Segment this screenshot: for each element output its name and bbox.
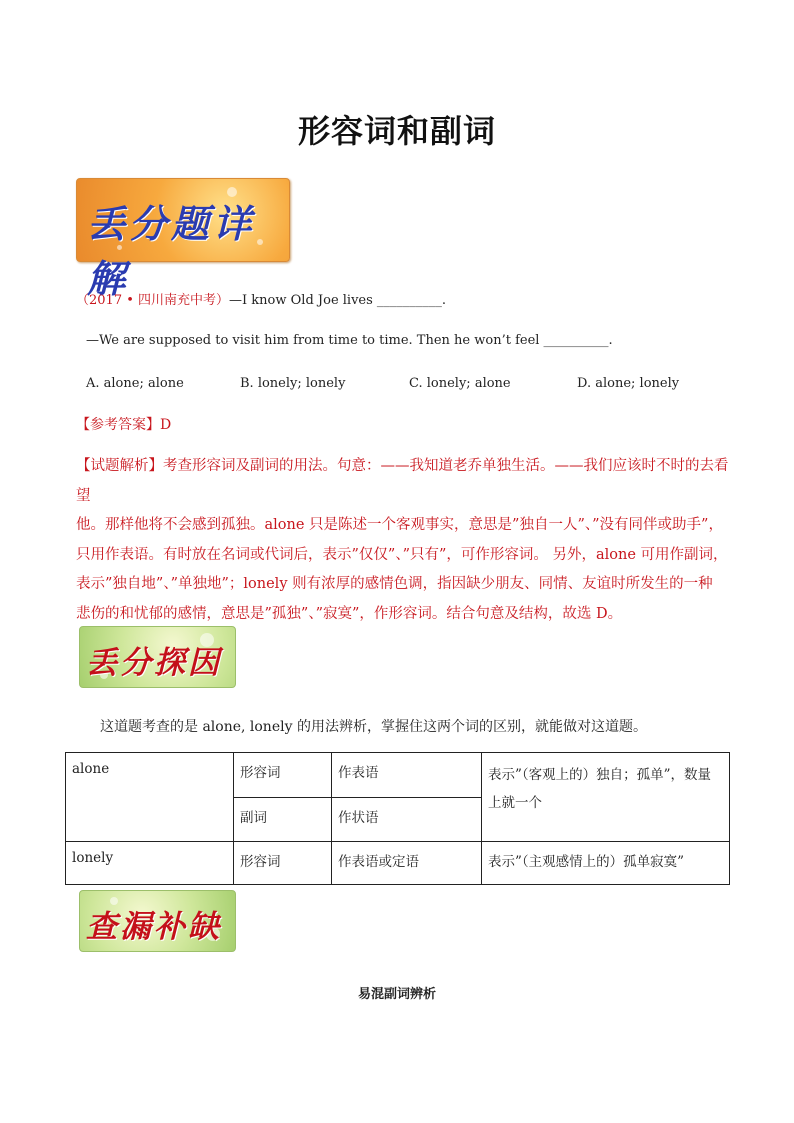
page-title: 形容词和副词 bbox=[297, 112, 496, 150]
analysis-line-5: 悲伤的和忧郁的感情，意思是”孤独”、”寂寞”，作形容词。结合句意及结构，故选 D。 bbox=[76, 605, 623, 622]
question-stem-2: —We are supposed to visit him from time to time. Then he won’t feel __________. bbox=[86, 333, 613, 348]
table-cell-use: 作表语 bbox=[332, 753, 482, 798]
table-cell-use: 作状语 bbox=[332, 797, 482, 842]
table-cell-meaning: 表示”（主观感情上的）孤单寂寞” bbox=[482, 842, 730, 885]
banner-cause bbox=[79, 626, 236, 688]
option-c: C. lonely; alone bbox=[409, 376, 511, 391]
analysis-line-2: 他。那样他将不会感到孤独。alone 只是陈述一个客观事实，意思是”独自一人”、”没有同伴或助手”， bbox=[76, 517, 723, 533]
section-subtitle: 易混副词辨析 bbox=[357, 987, 436, 1002]
analysis-line-3: 只用作表语。有时放在名词或代词后，表示”仅仅”、”只有”，可作形容词。 另外，alone 可用作副词， bbox=[76, 546, 728, 563]
option-a: A. alone; alone bbox=[86, 376, 184, 391]
table-cell-word: lonely bbox=[66, 842, 234, 885]
analysis-block bbox=[76, 452, 731, 629]
table-row bbox=[66, 753, 730, 798]
answer-label: 【参考答案】 bbox=[76, 417, 160, 433]
question-source: （2017 • 四川南充中考） bbox=[76, 293, 230, 308]
banner-cause-text: 丢分探因 bbox=[86, 645, 222, 681]
table-row bbox=[66, 842, 730, 885]
option-d: D. alone; lonely bbox=[577, 376, 680, 391]
table-cell-pos: 形容词 bbox=[234, 842, 332, 885]
table-cell-meaning: 表示”（客观上的）独自；孤单”，数量上就一个 bbox=[482, 753, 730, 842]
table-cell-word: alone bbox=[66, 753, 234, 842]
table-cell-pos: 形容词 bbox=[234, 753, 332, 798]
comparison-table bbox=[65, 752, 730, 885]
table-cell-use: 作表语或定语 bbox=[332, 842, 482, 885]
answer-line bbox=[76, 416, 171, 434]
analysis-line-4: 表示”独自地”、”单独地”；lonely 则有浓厚的感情色调，指因缺少朋友、同情、友谊时所发生的一种 bbox=[76, 576, 713, 592]
intro-text: 这道题考查的是 alone, lonely 的用法辨析，掌握住这两个词的区别，就能做对这道题。 bbox=[100, 719, 647, 735]
banner-detail-text: 丢分题详解 bbox=[87, 201, 256, 301]
question-line-1 bbox=[76, 292, 446, 310]
table-cell-pos: 副词 bbox=[234, 797, 332, 842]
analysis-line-1: 【试题解析】考查形容词及副词的用法。句意：——我知道老乔单独生活。——我们应该时不时的去看望 bbox=[76, 458, 729, 504]
option-b: B. lonely; lonely bbox=[240, 376, 346, 391]
question-stem-1: —I know Old Joe lives __________. bbox=[229, 293, 447, 308]
answer-value: D bbox=[160, 417, 172, 433]
analysis-label: 【试题解析】 bbox=[76, 458, 163, 474]
banner-review-text: 查漏补缺 bbox=[86, 909, 222, 945]
banner-review bbox=[79, 890, 236, 952]
